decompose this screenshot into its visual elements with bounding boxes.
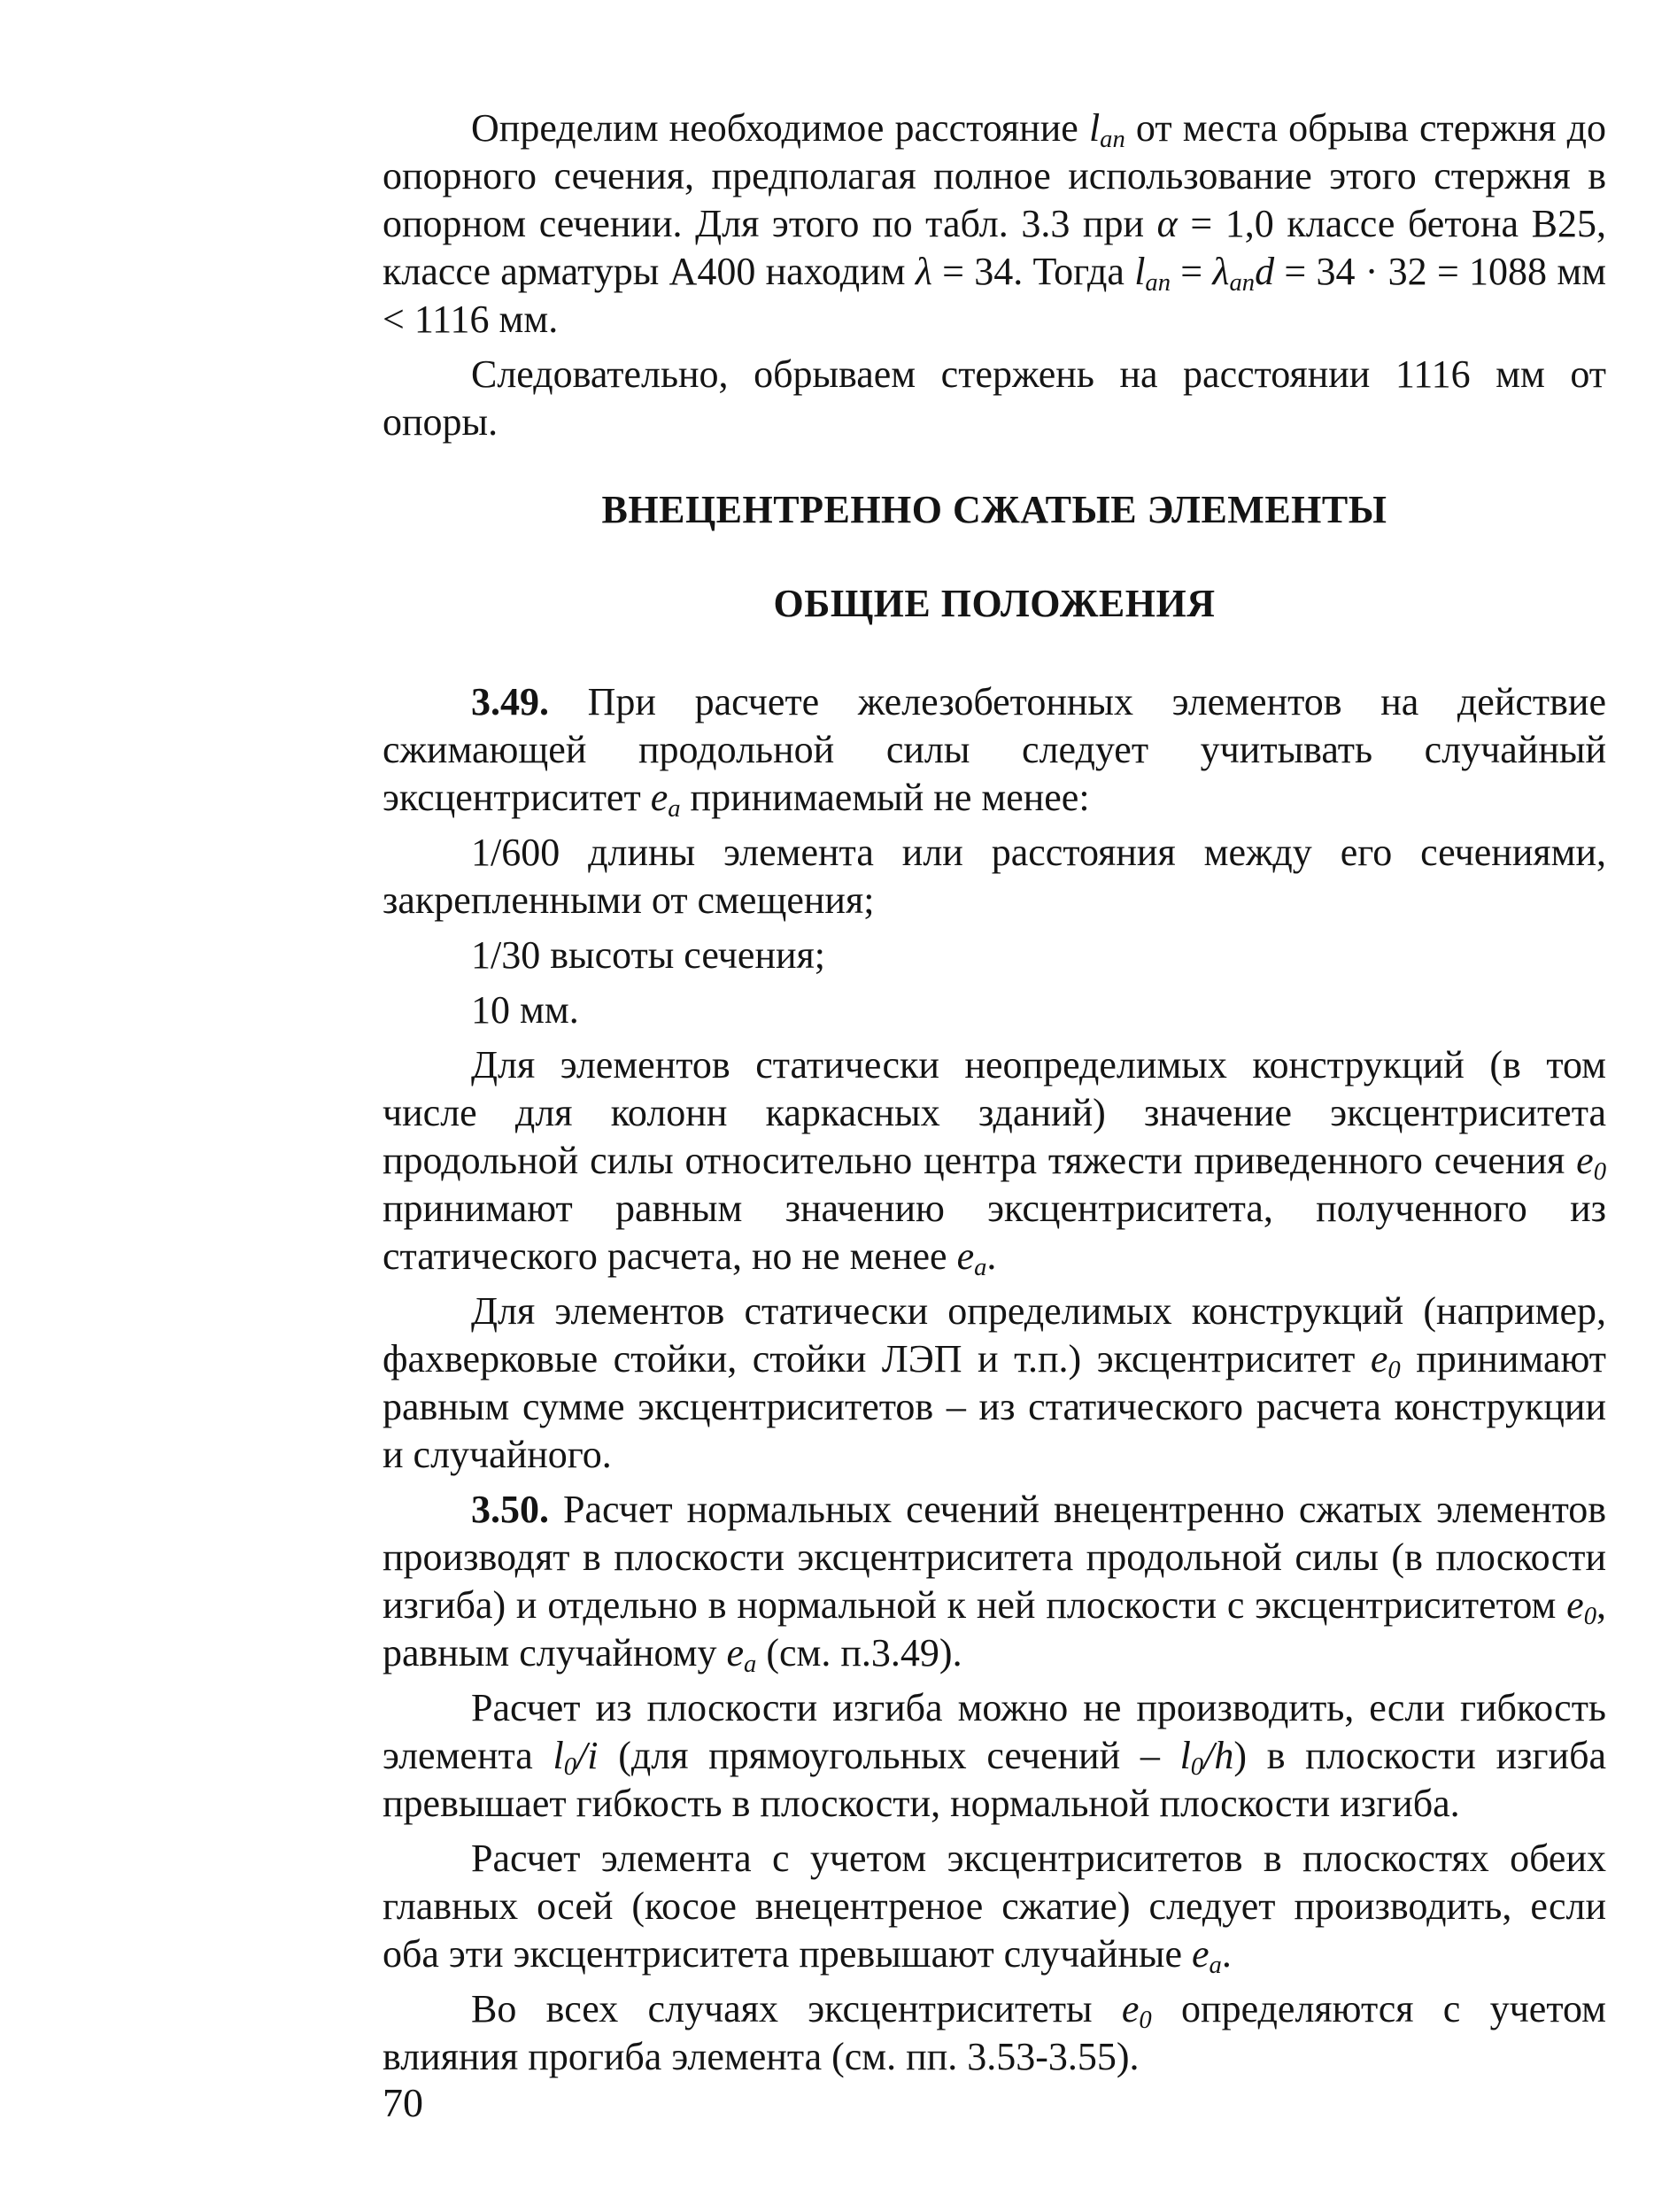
text-run: Расчет из плоскости изгиба можно не производить, если гибкость элемента (383, 1686, 1606, 1777)
section-title: ВНЕЦЕНТРЕННО СЖАТЫЕ ЭЛЕМЕНТЫ (601, 488, 1387, 531)
text-run: принимают равным сумме эксцентриситетов – из статического расчета конструкции и случайного. (383, 1337, 1606, 1476)
text-run: = (1171, 250, 1213, 293)
math-symbol: l (1179, 1734, 1191, 1777)
text-run: Определим необходимое расстояние (471, 106, 1089, 150)
clause-3-50 (383, 1486, 1606, 1677)
text-run: При расчете железобетонных элементов на действие сжимающей продольной силы следует учитывать случайный эксцентриситет (383, 680, 1606, 819)
paragraph-oblique-compression (383, 1835, 1606, 1978)
math-symbol: α (1156, 202, 1178, 245)
math-subscript: an (1100, 126, 1125, 154)
text-run: Расчет нормальных сечений внецентренно сжатых элементов производят в плоскости эксцентриситета продольной силы (в плоскости изгиба) и отдельно в нормальной к ней плоскости с эксцентриситетом (383, 1488, 1606, 1627)
paragraph-determinate (383, 1288, 1606, 1479)
text-run: Для элементов статически определимых конструкций (например, фахверковые стойки, стойки ЛЭП и т.п.) эксцентриситет (383, 1289, 1606, 1381)
math-subscript: 0 (1387, 1357, 1401, 1385)
paragraph-conclusion (383, 351, 1606, 446)
text-run: = 1,0 классе бетона В25, классе арматуры А400 находим (383, 202, 1606, 293)
main-body (383, 678, 1606, 2081)
text-run: (см. п.3.49). (756, 1631, 962, 1674)
paragraph-indeterminate (383, 1041, 1606, 1280)
text-run: принимаемый не менее: (680, 776, 1090, 819)
math-subscript: an (1145, 269, 1171, 298)
paragraph-bending-plane (383, 1684, 1606, 1828)
text-run: (для прямоугольных сечений – (598, 1734, 1180, 1777)
math-subscript: a (974, 1254, 987, 1282)
text-run: определяются с учетом влияния прогиба элемента (см. пп. 3.53-3.55). (383, 1987, 1606, 2078)
list-item: 10 мм. (471, 988, 579, 1032)
math-symbol: λ (1212, 250, 1230, 293)
math-subscript: 0 (1583, 1603, 1596, 1631)
subsection-title: ОБЩИЕ ПОЛОЖЕНИЯ (773, 582, 1216, 625)
text-run: Следовательно, обрываем стержень на расстоянии 1116 мм от опоры. (383, 352, 1606, 444)
list-item: 1/30 высоты сечения; (471, 933, 826, 977)
text-run: от места обрыва стержня до опорного сечения, предполагая полное использование этого стержня в опорном сечении. Для этого по табл. 3.3 при (383, 106, 1606, 245)
text-run: . (1221, 1932, 1232, 1976)
intro-block (383, 104, 1606, 446)
paragraph-all-cases (383, 1985, 1606, 2081)
math-symbol: /i (576, 1734, 599, 1777)
paragraph-anchorage-length (383, 104, 1606, 344)
math-symbol: /h (1203, 1734, 1234, 1777)
math-subscript: 0 (1139, 2007, 1152, 2035)
text-run: , равным случайному (383, 1583, 1606, 1674)
math-symbol: d (1255, 250, 1275, 293)
math-symbol: l (1134, 250, 1146, 293)
clause-number: 3.50. (471, 1488, 549, 1531)
math-subscript: 0 (563, 1753, 577, 1782)
math-symbol: e (1566, 1583, 1584, 1627)
math-symbol: e (1370, 1337, 1388, 1381)
math-symbol: l (553, 1734, 564, 1777)
text-run: принимают равным значению эксцентриситета, полученного из статического расчета, но не менее (383, 1187, 1606, 1278)
math-symbol: e (1192, 1932, 1210, 1976)
math-symbol: e (650, 776, 669, 819)
text-run: Расчет элемента с учетом эксцентриситетов в плоскостях обеих главных осей (косое внецентреное сжатие) следует производить, если оба эти эксцентриситета превышают случайные (383, 1837, 1606, 1976)
math-symbol: e (726, 1631, 745, 1674)
math-symbol: e (1121, 1987, 1140, 2030)
math-symbol: e (956, 1234, 975, 1278)
clause-3-49 (383, 678, 1606, 822)
math-subscript: a (668, 795, 681, 824)
text-run: Во всех случаях эксцентриситеты (471, 1987, 1122, 2030)
math-symbol: e (1576, 1139, 1594, 1182)
text-run: . (986, 1234, 997, 1278)
text-run: = 34 · 32 = 1088 мм < 1116 мм. (383, 250, 1607, 341)
math-symbol: l (1088, 106, 1101, 150)
list-item: 1/600 длины элемента или расстояния между его сечениями, закрепленными от смещения; (383, 831, 1606, 922)
text-run: = 34. Тогда (931, 250, 1135, 293)
text-run: ) в плоскости изгиба превышает гибкость в плоскости, нормальной плоскости изгиба. (383, 1734, 1607, 1825)
math-subscript: a (1209, 1952, 1222, 1980)
math-subscript: 0 (1190, 1753, 1204, 1782)
math-subscript: an (1229, 269, 1256, 298)
page-number: 70 (383, 2080, 423, 2125)
math-symbol: λ (915, 250, 932, 293)
text-run: Для элементов статически неопределимых конструкций (в том числе для колонн каркасных зданий) значение эксцентриситета продольной силы относительно центра тяжести приведенного сечения (383, 1043, 1606, 1182)
math-subscript: a (744, 1651, 757, 1679)
clause-number: 3.49. (471, 680, 549, 723)
math-subscript: 0 (1593, 1158, 1606, 1187)
